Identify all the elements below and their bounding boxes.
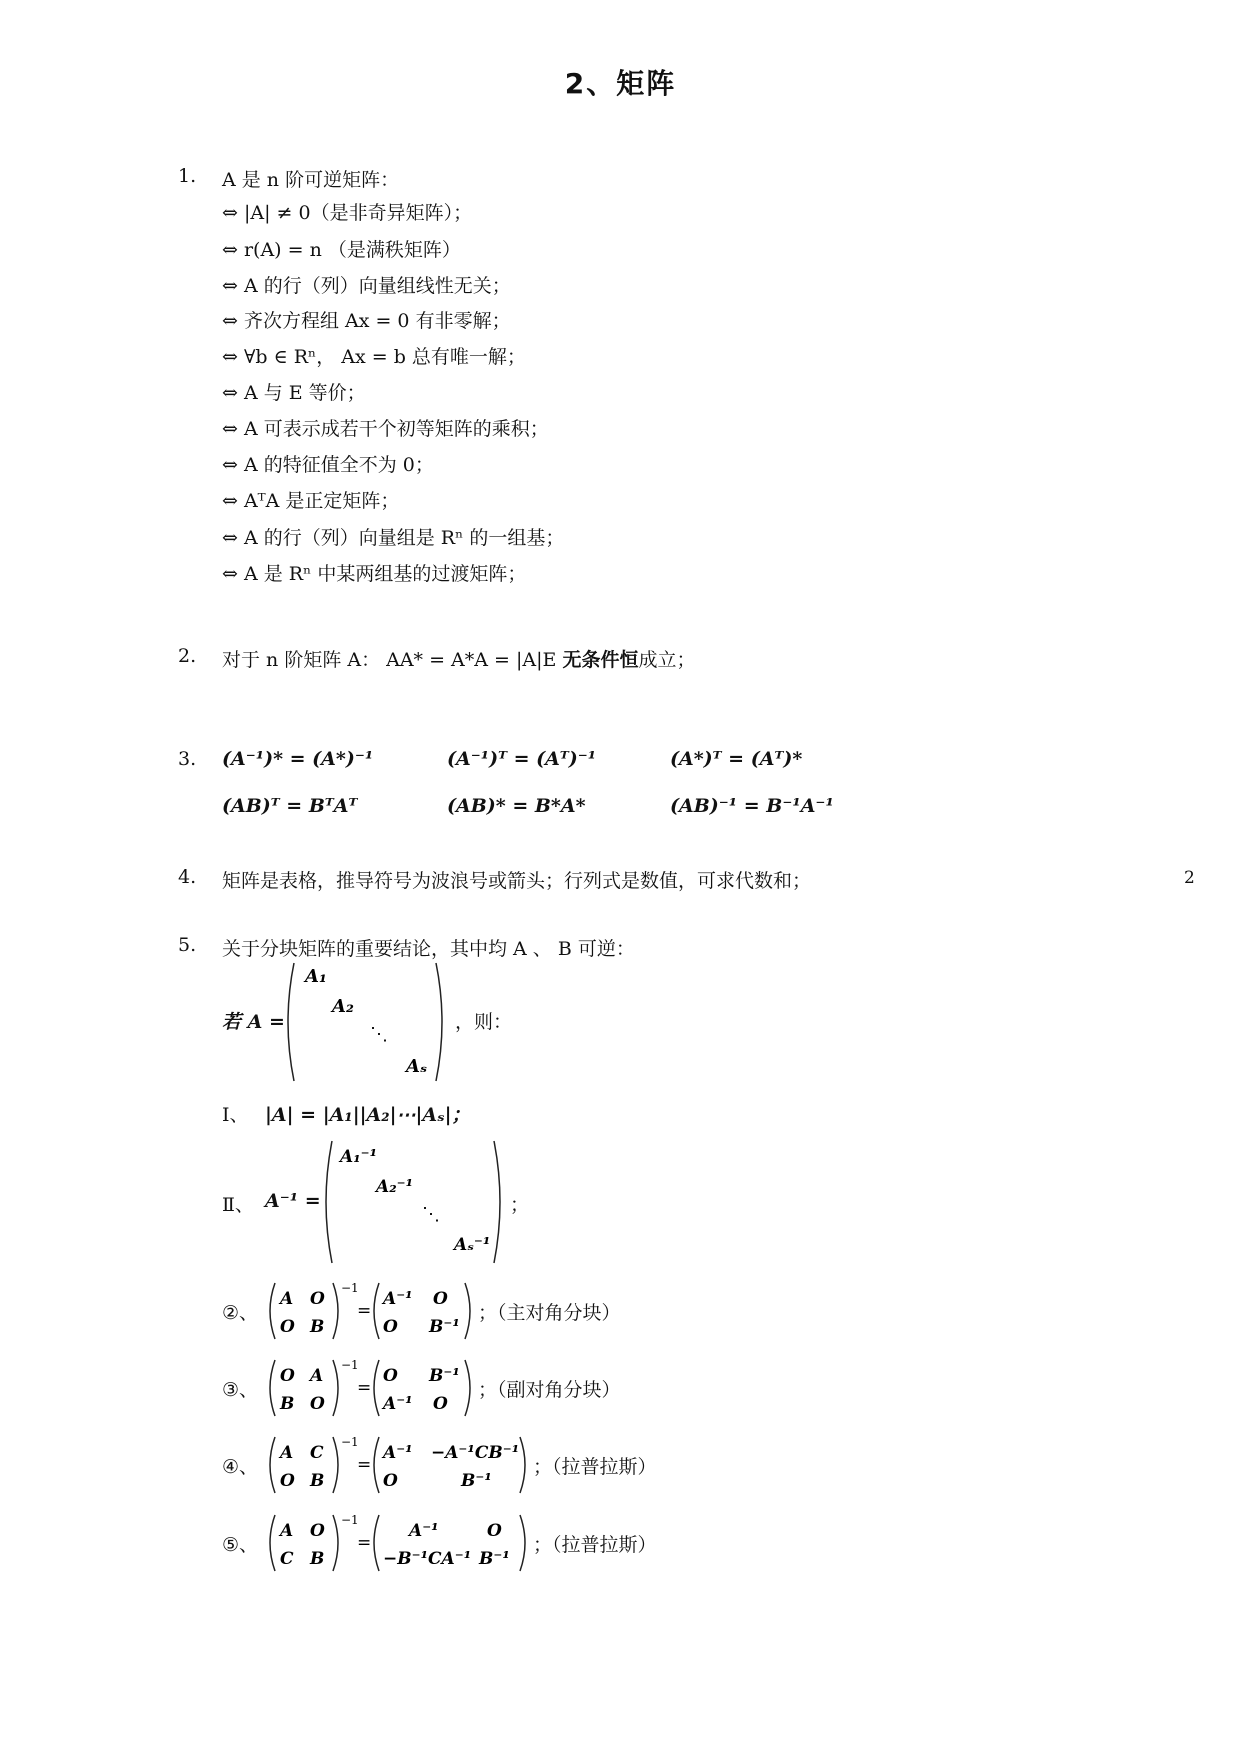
semicolon: ； (510, 1194, 530, 1216)
formula-note: ；（拉普拉斯） (533, 1534, 657, 1556)
item2-bold: 无条件恒 (562, 649, 639, 671)
item-number: 3. (178, 748, 197, 770)
item2-tail: 成立； (638, 649, 696, 671)
svg-text:B: B (310, 1549, 325, 1569)
svg-text:B: B (310, 1471, 325, 1491)
inv-entry: A₁⁻¹ (340, 1147, 378, 1167)
identity: (AB)⁻¹ = B⁻¹A⁻¹ (670, 795, 834, 817)
formula-label: ④、 (222, 1456, 259, 1478)
svg-text:O: O (383, 1317, 398, 1337)
formula-label: ②、 (222, 1302, 259, 1324)
svg-text:O: O (383, 1366, 398, 1386)
svg-text:O: O (310, 1289, 325, 1309)
svg-text:B: B (310, 1317, 325, 1337)
block-inverse-formula (265, 1512, 530, 1574)
inv-entry: A₂⁻¹ (376, 1177, 414, 1197)
identity: (A⁻¹)ᵀ = (Aᵀ)⁻¹ (447, 748, 597, 770)
identity: (A⁻¹)* = (A*)⁻¹ (222, 748, 374, 770)
diag-dots: ⋱ (422, 1204, 440, 1225)
diag-entry: A₂ (332, 996, 354, 1017)
svg-text:O: O (310, 1394, 325, 1414)
equivalence-line: ⇔ ∀b ∈ Rⁿ， Ax = b 总有唯一解； (222, 346, 526, 368)
svg-text:O: O (383, 1471, 398, 1491)
svg-text:B⁻¹: B⁻¹ (479, 1549, 510, 1569)
roman-one: Ⅰ、 (222, 1104, 249, 1126)
svg-text:A⁻¹: A⁻¹ (383, 1394, 413, 1414)
svg-text:−A⁻¹CB⁻¹: −A⁻¹CB⁻¹ (431, 1443, 520, 1463)
svg-text:O: O (280, 1471, 295, 1491)
item-number: 1. (178, 165, 197, 187)
identity: (A*)ᵀ = (Aᵀ)* (670, 748, 803, 770)
svg-text:O: O (433, 1289, 448, 1309)
roman-two: Ⅱ、 (222, 1194, 254, 1216)
svg-text:A⁻¹: A⁻¹ (383, 1443, 413, 1463)
svg-text:B⁻¹: B⁻¹ (429, 1317, 460, 1337)
svg-text:O: O (433, 1394, 448, 1414)
equivalence-line: ⇔ A 的特征值全不为 0； (222, 454, 434, 476)
identity: (AB)ᵀ = BᵀAᵀ (222, 795, 358, 817)
item1-head: A 是 n 阶可逆矩阵： (222, 169, 400, 191)
formula-note: ；（拉普拉斯） (533, 1456, 657, 1478)
equivalence-line: ⇔ A 与 E 等价； (222, 382, 366, 404)
determinant-formula: |A| = |A₁||A₂|⋯|Aₛ|； (265, 1104, 471, 1126)
item-number: 4. (178, 866, 197, 888)
identity: (AB)* = B*A* (447, 795, 586, 817)
svg-text:C: C (280, 1549, 294, 1569)
formula-note: ；（主对角分块） (478, 1302, 621, 1324)
svg-text:=: = (357, 1378, 372, 1398)
formula-note: ；（副对角分块） (478, 1379, 621, 1401)
svg-text:B⁻¹: B⁻¹ (461, 1471, 492, 1491)
svg-text:O: O (310, 1521, 325, 1541)
item-number: 5. (178, 934, 197, 956)
svg-text:−B⁻¹CA⁻¹: −B⁻¹CA⁻¹ (383, 1549, 472, 1569)
svg-text:−1: −1 (341, 1358, 359, 1372)
svg-text:A: A (280, 1443, 294, 1463)
page-title: 2、矩阵 (564, 67, 677, 100)
svg-text:O: O (487, 1521, 502, 1541)
page-number: 2 (1184, 868, 1195, 888)
block-diagonal-matrix (280, 960, 450, 1085)
diag-entry: Aₛ (406, 1056, 428, 1077)
svg-text:A⁻¹: A⁻¹ (383, 1289, 413, 1309)
svg-text:=: = (357, 1301, 372, 1321)
svg-text:=: = (357, 1455, 372, 1475)
block-inverse-formula (265, 1357, 475, 1419)
equivalence-line: ⇔ A 的行（列）向量组线性无关； (222, 275, 511, 297)
diag-entry: A₁ (305, 966, 327, 987)
equivalence-line: ⇔ A 是 Rⁿ 中某两组基的过渡矩阵； (222, 563, 527, 585)
svg-text:O: O (280, 1317, 295, 1337)
item-number: 2. (178, 645, 197, 667)
equivalence-line: ⇔ AᵀA 是正定矩阵； (222, 490, 400, 512)
svg-text:=: = (357, 1533, 372, 1553)
svg-text:−1: −1 (341, 1281, 359, 1295)
inv-entry: Aₛ⁻¹ (454, 1235, 491, 1255)
svg-text:A: A (280, 1289, 294, 1309)
svg-text:O: O (280, 1366, 295, 1386)
equivalence-line: ⇔ r(A) = n （是满秩矩阵） (222, 239, 461, 261)
block-inverse-formula (265, 1434, 530, 1496)
item2-text (222, 645, 695, 672)
svg-text:−1: −1 (341, 1435, 359, 1449)
block-inverse-formula (265, 1280, 475, 1342)
svg-text:C: C (310, 1443, 324, 1463)
svg-text:B: B (280, 1394, 295, 1414)
svg-text:A: A (310, 1366, 324, 1386)
diag-dots: ⋱ (370, 1024, 388, 1045)
equivalence-line: ⇔ 齐次方程组 Ax = 0 有非零解； (222, 310, 511, 332)
if-prefix: 若 A = (222, 1011, 285, 1033)
item5-head: 关于分块矩阵的重要结论，其中均 A 、 B 可逆： (222, 938, 635, 960)
inverse-block-matrix (318, 1138, 508, 1266)
equivalence-line: ⇔ A 的行（列）向量组是 Rⁿ 的一组基； (222, 527, 565, 549)
inverse-prefix: A⁻¹ = (265, 1190, 321, 1212)
if-suffix: ，则： (455, 1011, 513, 1033)
formula-label: ⑤、 (222, 1534, 259, 1556)
svg-text:B⁻¹: B⁻¹ (429, 1366, 460, 1386)
equivalence-line: ⇔ |A| ≠ 0（是非奇异矩阵）； (222, 202, 473, 224)
formula-label: ③、 (222, 1379, 259, 1401)
item4-text: 矩阵是表格，推导符号为波浪号或箭头；行列式是数值，可求代数和； (222, 870, 812, 892)
equivalence-line: ⇔ A 可表示成若干个初等矩阵的乘积； (222, 418, 549, 440)
svg-text:A⁻¹: A⁻¹ (409, 1521, 439, 1541)
item2-formula: 对于 n 阶矩阵 A： AA* = A*A = |A|E (222, 649, 563, 671)
svg-text:A: A (280, 1521, 294, 1541)
svg-text:−1: −1 (341, 1513, 359, 1527)
